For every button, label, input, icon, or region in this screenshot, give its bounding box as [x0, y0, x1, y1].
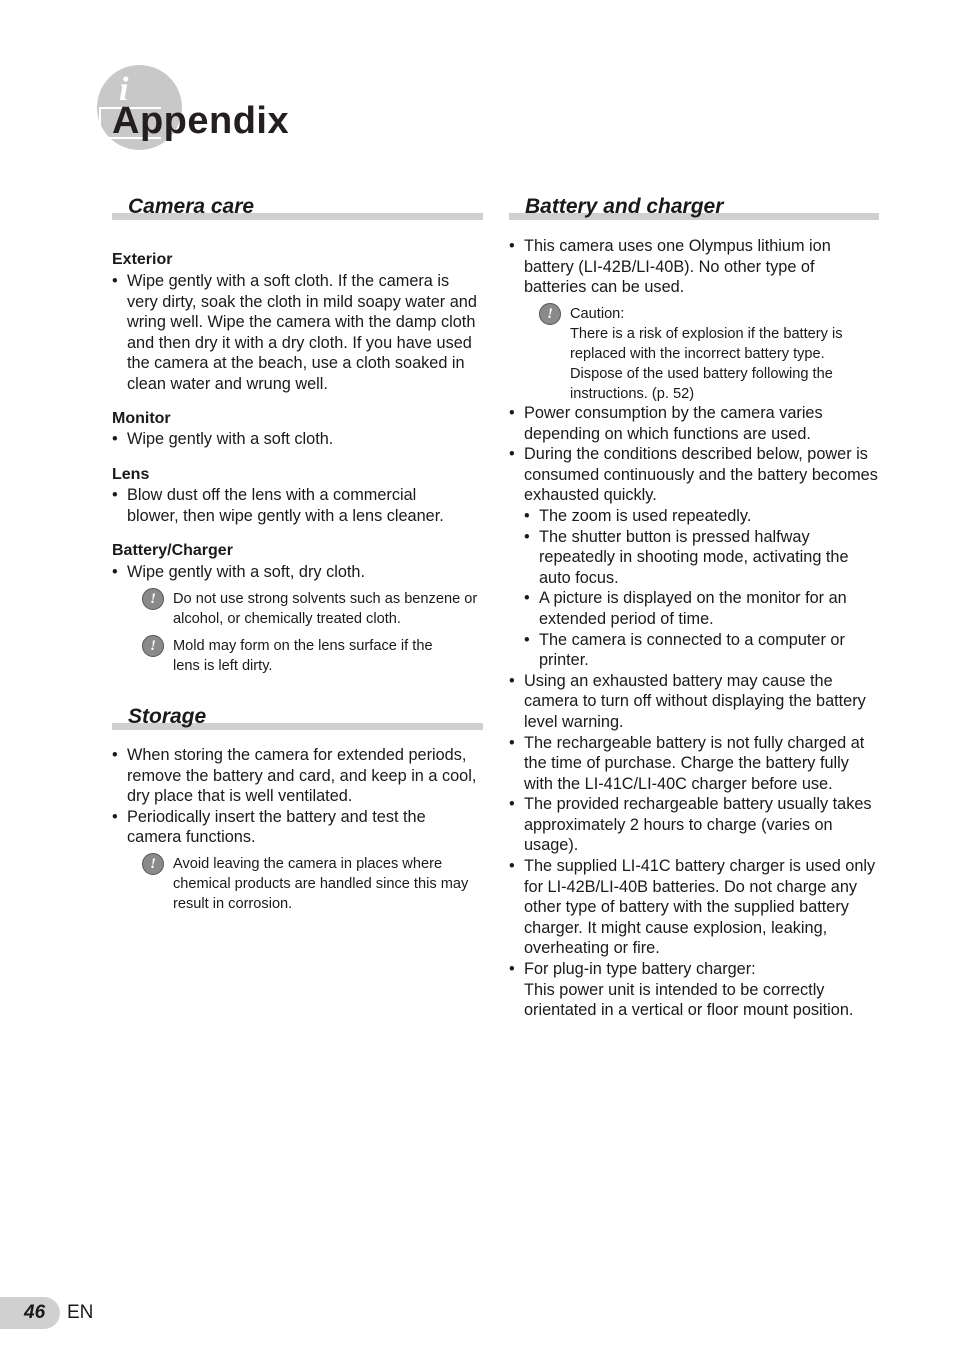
sub-list-item: • The shutter button is pressed halfway repeatedly in shooting mode, activating the auto focus. [524, 527, 879, 589]
list-item: • The rechargeable battery is not fully charged at the time of purchase. Charge the battery fully with the LI-41C/LI-40C charger before use. [509, 733, 879, 795]
battery-charger-list [112, 562, 484, 583]
camera-care-heading: Camera care [112, 190, 483, 220]
caution-icon: ! [539, 303, 561, 325]
page-title: Appendix [112, 100, 290, 142]
note-mold: ! Mold may form on the lens surface if the lens is left dirty. [142, 636, 452, 676]
monitor-list [112, 429, 484, 450]
storage-heading: Storage [112, 700, 483, 730]
storage-list [112, 745, 484, 848]
note-solvents: ! Do not use strong solvents such as benzene or alcohol, or chemically treated cloth. [142, 589, 484, 629]
list-item: • Using an exhausted battery may cause the camera to turn off without displaying the battery level warning. [509, 671, 879, 733]
list-item: • The provided rechargeable battery usually takes approximately 2 hours to charge (varies on usage). [509, 794, 879, 856]
caution-text: There is a risk of explosion if the battery is replaced with the incorrect battery type. Dispose of the used battery following the instructions. (p. 52) [570, 326, 843, 402]
page-language: EN [67, 1302, 94, 1323]
note-corrosion: ! Avoid leaving the camera in places where chemical products are handled since this may result in corrosion. [142, 854, 472, 914]
lens-list [112, 485, 472, 526]
caution-icon: ! [142, 635, 164, 657]
list-item: • Wipe gently with a soft cloth. If the camera is very dirty, soak the cloth in mild soapy water and wring well. Wipe the camera with the damp cloth and then dry it with a dry cloth. If you have used the camera at the beach, use a cloth soaked in clean water and wrung well. [112, 271, 484, 395]
exterior-list [112, 271, 484, 395]
caution-note [539, 304, 879, 404]
sub-list-item: • The camera is connected to a computer or printer. [524, 630, 879, 671]
list-item: • This camera uses one Olympus lithium ion battery (LI-42B/LI-40B). No other type of batteries can be used. [509, 236, 879, 298]
caution-label: Caution: [570, 306, 625, 322]
list-item: • Wipe gently with a soft, dry cloth. [112, 562, 484, 583]
battery-list-a [509, 236, 879, 298]
list-item: • Wipe gently with a soft cloth. [112, 429, 484, 450]
list-item: • The supplied LI-41C battery charger is used only for LI-42B/LI-40B batteries. Do not charge any other type of battery with the supplied battery charger. It might cause explosion, leaking, overheating or fire. [509, 856, 879, 959]
exterior-label: Exterior [112, 251, 173, 268]
battery-charger-label: Battery/Charger [112, 542, 233, 559]
caution-icon: ! [142, 588, 164, 610]
sub-list-item: • The zoom is used repeatedly. [524, 506, 879, 527]
lens-label: Lens [112, 466, 150, 483]
battery-heading: Battery and charger [509, 190, 879, 220]
battery-list-b [509, 403, 879, 1021]
list-item: • When storing the camera for extended periods, remove the battery and card, and keep in a cool, dry place that is well ventilated. [112, 745, 484, 807]
list-item: • Periodically insert the battery and test the camera functions. [112, 807, 484, 848]
list-item: • Blow dust off the lens with a commercial blower, then wipe gently with a lens cleaner. [112, 485, 472, 526]
page-number: 46 [24, 1302, 46, 1323]
monitor-label: Monitor [112, 410, 171, 427]
appendix-info-icon: i [97, 65, 182, 150]
caution-icon: ! [142, 853, 164, 875]
list-item: • For plug-in type battery charger: This power unit is intended to be correctly orientated in a vertical or floor mount position. [509, 959, 879, 1021]
list-item: • Power consumption by the camera varies depending on which functions are used. [509, 403, 879, 444]
list-item: • During the conditions described below, power is consumed continuously and the battery becomes exhausted quickly. [509, 444, 879, 506]
sub-list-item: • A picture is displayed on the monitor for an extended period of time. [524, 588, 879, 629]
